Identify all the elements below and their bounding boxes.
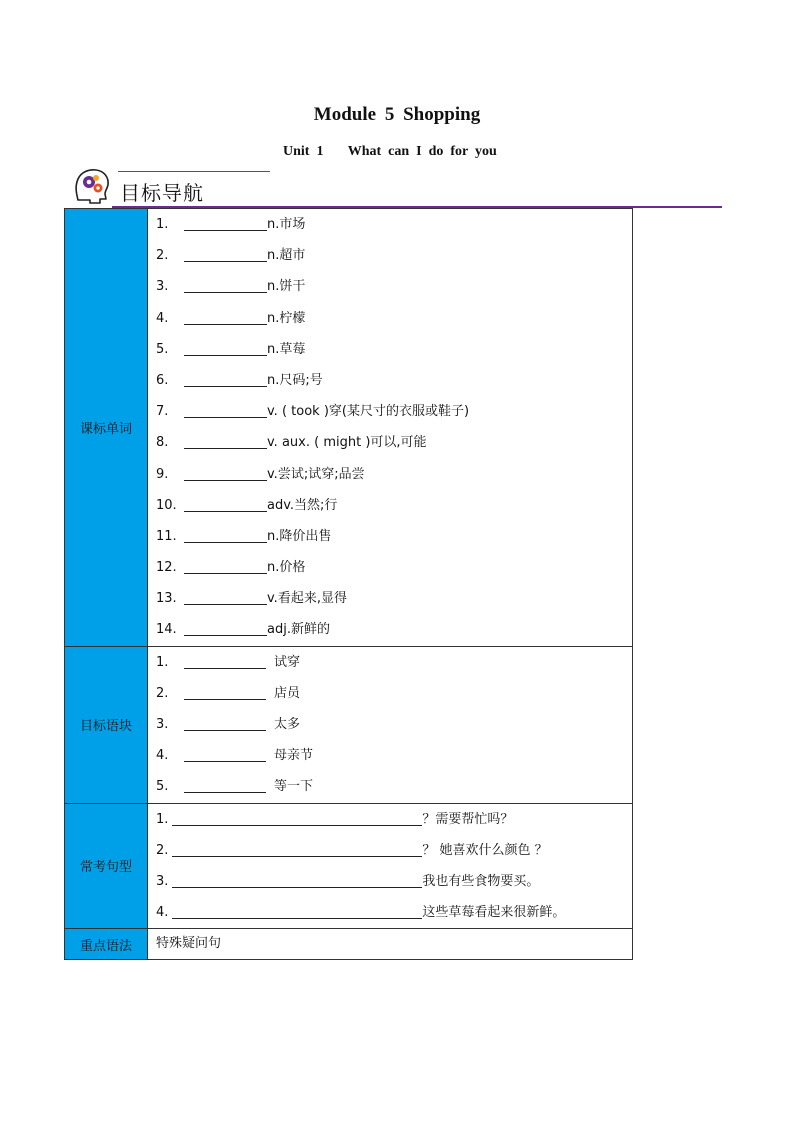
- answer-blank[interactable]: [184, 716, 266, 731]
- item-meaning: n.饼干: [267, 279, 306, 295]
- item-number: 5.: [156, 341, 169, 357]
- vocab-side-label: 课标单词: [65, 209, 148, 647]
- item-meaning: v. ( took )穿(某尺寸的衣服或鞋子): [267, 404, 470, 420]
- item-meaning: 等一下: [274, 779, 314, 795]
- vocab-item: [156, 396, 624, 427]
- grammar-side-label: 重点语法: [65, 929, 148, 960]
- item-number: 12.: [156, 560, 177, 576]
- answer-blank[interactable]: [184, 778, 266, 793]
- item-meaning: n.柠檬: [267, 310, 306, 326]
- sentences-section: [65, 803, 633, 929]
- vocab-item: [156, 303, 624, 334]
- sentences-list: [148, 803, 633, 929]
- section-header: [72, 166, 722, 210]
- item-number: 3.: [156, 717, 169, 732]
- header-topline: [118, 171, 270, 172]
- answer-blank[interactable]: [184, 654, 266, 669]
- answer-blank[interactable]: [184, 310, 267, 325]
- item-number: 2.: [156, 685, 169, 701]
- item-number: 4.: [156, 905, 169, 921]
- item-meaning: n.超市: [267, 248, 306, 264]
- vocab-item: [156, 552, 624, 583]
- item-meaning: n.草莓: [267, 341, 306, 357]
- answer-blank[interactable]: [172, 842, 422, 857]
- answer-blank[interactable]: [184, 434, 267, 449]
- phrases-item: [156, 678, 624, 709]
- item-number: 13.: [156, 591, 177, 607]
- answer-blank[interactable]: [172, 904, 422, 919]
- vocab-item: [156, 521, 624, 552]
- item-meaning: n.价格: [267, 560, 306, 576]
- item-number: 7.: [156, 404, 169, 420]
- answer-blank[interactable]: [184, 403, 267, 418]
- vocab-item: [156, 614, 624, 645]
- grammar-section: [65, 929, 633, 960]
- vocab-item: [156, 365, 624, 396]
- item-meaning: n.市场: [267, 217, 306, 232]
- vocab-item: [156, 583, 624, 614]
- answer-blank[interactable]: [172, 811, 422, 826]
- answer-blank[interactable]: [184, 278, 267, 293]
- phrases-item: [156, 647, 624, 678]
- head-gears-icon: [72, 166, 112, 206]
- section-title: 目标导航: [120, 181, 204, 205]
- phrases-side-label: 目标语块: [65, 646, 148, 803]
- phrases-list: [148, 646, 633, 803]
- item-number: 3.: [156, 873, 169, 889]
- vocab-item: [156, 271, 624, 302]
- answer-blank[interactable]: [184, 528, 267, 543]
- answer-blank[interactable]: [184, 497, 267, 512]
- item-number: 2.: [156, 842, 169, 858]
- item-number: 1.: [156, 654, 169, 670]
- item-meaning: adv.当然;行: [267, 497, 338, 513]
- study-guide-table: [64, 208, 633, 960]
- vocab-item: [156, 427, 624, 458]
- item-number: 6.: [156, 372, 169, 388]
- item-number: 1.: [156, 811, 169, 827]
- answer-blank[interactable]: [184, 685, 266, 700]
- vocab-item: [156, 459, 624, 490]
- phrases-item: [156, 740, 624, 771]
- sentences-item: [156, 804, 624, 835]
- vocab-list: [148, 209, 633, 647]
- phrases-section: [65, 646, 633, 803]
- item-meaning: 这些草莓看起来很新鲜。: [422, 905, 566, 921]
- vocab-item: [156, 209, 624, 240]
- item-meaning: 试穿: [274, 654, 301, 670]
- item-number: 4.: [156, 310, 169, 326]
- item-meaning: n.降价出售: [267, 528, 332, 544]
- item-meaning: 店员: [274, 685, 301, 701]
- item-number: 11.: [156, 528, 177, 544]
- sentences-item: [156, 897, 624, 928]
- unit-subtitle: Unit 1 What can I do for you: [283, 144, 497, 159]
- answer-blank[interactable]: [184, 341, 267, 356]
- item-meaning: 母亲节: [274, 748, 314, 764]
- item-meaning: v.看起来,显得: [267, 591, 347, 607]
- item-meaning: ？需要帮忙吗？: [422, 811, 514, 827]
- item-number: 2.: [156, 248, 169, 264]
- item-meaning: adj.新鲜的: [267, 622, 330, 638]
- answer-blank[interactable]: [184, 372, 267, 387]
- item-number: 10.: [156, 497, 177, 513]
- vocab-section: [65, 209, 633, 647]
- vocab-item: [156, 240, 624, 271]
- item-number: 9.: [156, 466, 169, 482]
- answer-blank[interactable]: [184, 247, 267, 262]
- answer-blank[interactable]: [184, 559, 267, 574]
- item-meaning: v.尝试;试穿;品尝: [267, 466, 365, 482]
- vocab-item: [156, 490, 624, 521]
- sentences-item: [156, 835, 624, 866]
- item-meaning: 太多: [274, 717, 301, 732]
- grammar-text: 特殊疑问句: [148, 929, 633, 960]
- item-meaning: v. aux. ( might )可以,可能: [267, 435, 427, 451]
- answer-blank[interactable]: [184, 590, 267, 605]
- phrases-item: [156, 709, 624, 740]
- answer-blank[interactable]: [184, 747, 266, 762]
- answer-blank[interactable]: [184, 216, 267, 231]
- item-meaning: ？ 她喜欢什么颜色 ？: [422, 842, 548, 858]
- item-meaning: 我也有些食物要买。: [422, 873, 540, 889]
- item-number: 8.: [156, 435, 169, 451]
- item-number: 1.: [156, 217, 169, 232]
- item-number: 14.: [156, 622, 177, 638]
- answer-blank[interactable]: [184, 621, 267, 636]
- item-meaning: n.尺码;号: [267, 372, 323, 388]
- answer-blank[interactable]: [184, 466, 267, 481]
- module-title: Module 5 Shopping: [313, 104, 481, 125]
- answer-blank[interactable]: [172, 873, 422, 888]
- sentences-item: [156, 866, 624, 897]
- sentences-side-label: 常考句型: [65, 803, 148, 929]
- vocab-item: [156, 334, 624, 365]
- item-number: 4.: [156, 748, 169, 764]
- item-number: 3.: [156, 279, 169, 295]
- phrases-item: [156, 771, 624, 802]
- item-number: 5.: [156, 779, 169, 795]
